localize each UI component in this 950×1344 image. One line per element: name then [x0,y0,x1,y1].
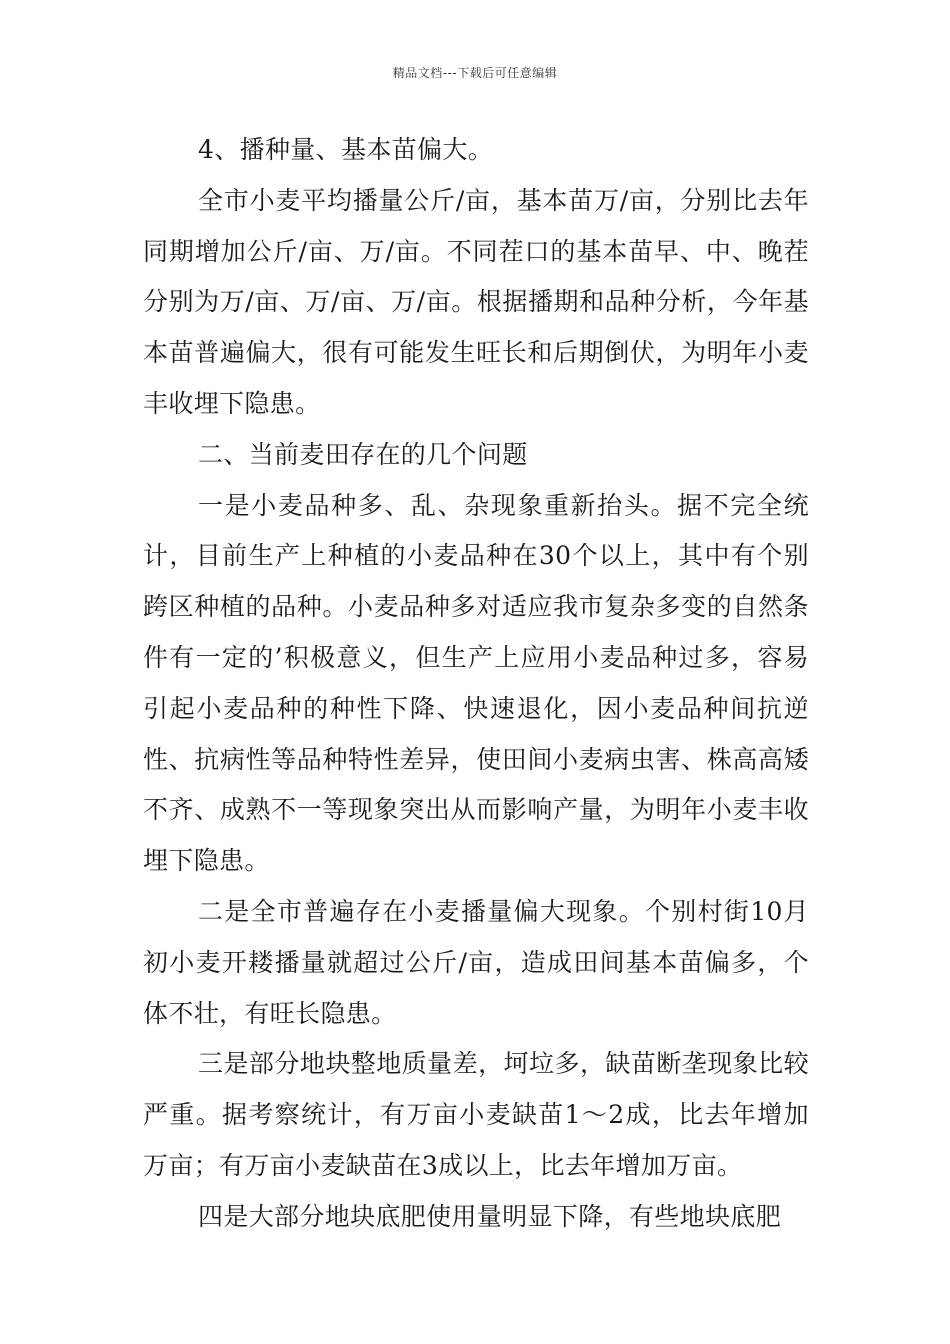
paragraph-problem-seeding: 二是全市普遍存在小麦播量偏大现象。个别村街10月初小麦开耧播量就超过公斤/亩，造成田间基本苗偏多，个体不壮，有旺长隐患。 [143,896,809,1028]
document-body [143,125,809,1243]
paragraph-problem-land-prep: 三是部分地块整地质量差，坷垃多，缺苗断垄现象比较严重。据考察统计，有万亩小麦缺苗1～2成，比去年增加万亩；有万亩小麦缺苗在3成以上，比去年增加万亩。 [143,1049,809,1180]
section-heading-problems: 二、当前麦田存在的几个问题 [198,439,528,469]
paragraph-problem-varieties: 一是小麦品种多、乱、杂现象重新抬头。据不完全统计，目前生产上种植的小麦品种在30个以上，其中有个别跨区种植的品种。小麦品种多对适应我市复杂多变的自然条件有一定的’积极意义，但生产上应用小麦品种过多，容易引起小麦品种的种性下降、快速退化，因小麦品种间抗逆性、抗病性等品种特性差异，使田间小麦病虫害、株高高矮不齐、成熟不一等现象突出从而影响产量，为明年小麦丰收埋下隐患。 [143,490,809,876]
page-header: 精品文档---下载后可任意编辑 [392,66,558,80]
paragraph-seeding-rate-heading: 4、播种量、基本苗偏大。 [198,135,494,164]
paragraph-problem-fertilizer: 四是大部分地块底肥使用量明显下降，有些地块底肥 [198,1201,782,1231]
paragraph-seeding-rate-detail: 全市小麦平均播量公斤/亩，基本苗万/亩，分别比去年同期增加公斤/亩、万/亩。不同茬口的基本苗早、中、晚茬分别为万/亩、万/亩、万/亩。根据播期和品种分析，今年基本苗普遍偏大，很有可能发生旺长和后期倒伏，为明年小麦丰收埋下隐患。 [143,185,809,418]
